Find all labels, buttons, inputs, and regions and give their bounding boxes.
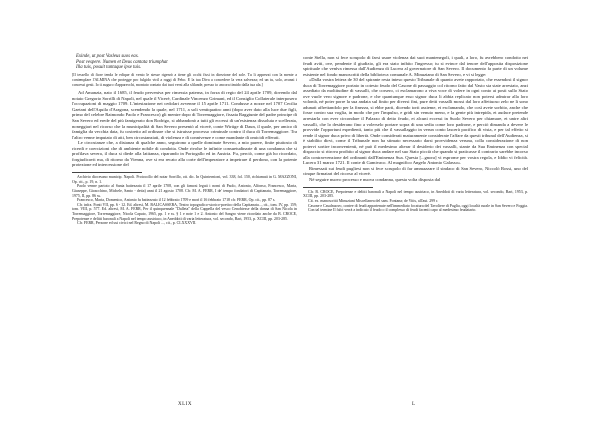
body-paragraph: Né seguire nuovo processo e nuova condanna, questa volta disposta dal (309, 177, 441, 183)
footnote: Cfr. infra. Fonti VII, pp. 6 - 12. Ed. altresì, M. BALICASSERA, Teatro topografico-storico-poetico della Capitanata..., cit., tom. IV, pp. 159; tom. VIII, p. 577. Ed. altresì, M. A. FERR, Per il quinquennale "Dalleta" della Cappella del vesco Cenobiesse della donna di San Nicola in Torremaggiore, Torremaggiore, Nicola Caputo, 1965, pp. 1 e ss. § 1 e note 1 e 2. Antonio del Sangro viene ricordato anche da B. CROCE, Prepotenze e delitti baronali a Napoli nel tempo austriaco, in Aneddoti di varia letteratura, vol. secondo, Bari, 1953, p. XCIII, pp. 203-285. (72, 202, 297, 221)
quoted-letter: «Dalla vostra lettera de 30 del spirante resta inteso questo Tribunale di quanto avete rapportato, che essendosi il signor duca di Torremaggiore portato in cotesto feudo del Casone di passaggio col ritorno fatto dal Vasto sia state arrestato, anzi assediato da moltitudine di vassalli, che corsero, ci esclamarono a viva voce di volere in ogni conto ai posti sullo Stato ove vuole vero signore e padrone, e che quantunque esso signor duca li abbia replicato non potersi admirar alla loro volontà, né poter porre la sua andata sul finito per diversi fini, pure detti vassalli mossi dal loro affettuoso zelo ne li sono adunati affrettandolo per la finezza, si ebbe parti, dicendo torti assieme, et esclamando, che così avete sorbito, anche che fosse contro sua voglia, in modo che per l'impulso, e gridi sin venuto meno, e la gente più intrepida, et audace pretende arrestarla con ever circondare il Palazzo di detto feudo, et alcuni eccessi in Suolo Severo per chiamare, et unire altri vassalli, che lo desiderano fino a volerselo portare sopra di una sedia come loro padrone, e perciò dimanda a devere le provvide l'opportuni espedienti, tanto più che il vassallaggio in verun conto lascerà pacifico di vista, e per tal effetto si rende il signor duca privo di libertà. Onde considerati maturamente considerate l'affare da questi tribunal dell'Audienza, si è stabilito dirvi, come il Tribunale non ha stimato necessario darsi provvidenza veruna, colla considerazione di non potervi sortire inconvenienti, né può il medesimo alterar il desiderio dei vassalli, stante da Sua Eminenza con special dispaccio si ritrova proibito al signor duca andare nel suo Stato piccià che quando si praticasse il contrario sarebbe incorso alla contravvenzione del ordinanti dall'Eminenza Sua. Questa [...gnora] vi esprome per vostra regola, e Iddio vi felicità. Lucera 31 marzo 1721. Il conte di Gamivaco. Al magnifico Angelo Antonio Galasso». (303, 77, 528, 166)
footnote: Cfr. FERR, Persone ed usi civici nel Regno di Napoli ..., cit., p. CLXXXVII. (77, 221, 197, 226)
body-paragraph: conte Stella, non si fece scrupolo di farsi usare violenza dai suoi mantenegoli, i quali, a loro, fu avrebbero condotto nei feudi aviti, ove, pendente il giudizio, gli era stato inibito l'ingresso; tu si evince dal tenore dell'apposita disposizione spirituale che venìva rimessa dall'Audienza di Lucera al governatore di San Severo. Il documento fa parte di un volume esistente nel fondo manoscritti della biblioteca comunale A. Minuziano di San Severo, e vi si legge: (303, 55, 528, 77)
epigraph-translation: [Il tessello di fiore tenda le edique di vento le stesse rigenrò a tiene gli occhi fissi in direzione del sole. Tu li apprezzi con la mente a contemplare l'ALMINA che protegge pro fulgido viril a raggi di Febo. E la tua Diva a concedere la vera salvezza; ed un tu, solo, avanzi i concessi gesti. Io ti auguro d'apparecchi, montato contato dai tuoi versi alla sfilande, presso io ancora timido dalla tua ala.] (72, 73, 297, 87)
page-number: XLIX (178, 402, 192, 407)
body-paragraph: Ad Amanzia, nato il 1685, il feudo perveniva per rimessia paterna, in forza di regio del 24 aprile 1709, dovendo dal notaio Gregorio Sorrilli di Napoli, nel quale il Vicerè, Cardinale Vincenzo Grimani, ed il Consiglio Collaterale interposero l'occupazioni di maggio 1709. L'intestazione nei cedolari avvenne il 15 aprile 1711. Condusse a nozze nel 1707 Cecilia Gaetani dell'Aquila d'Aragona, scendendo la quale, nel 1711, a soli ventiquattro anni (dopo aver dato alla luce due figli, primo del celebre Raimondo Paolo e Francesco) gli mentre dopo di Torremaggiore, fissata Raggiunte del padre principe di San Severo ed erede del più famigerato don Rodrigo, si abbandonò a tutti gli eccessi di un'esistenza dissoluta e scellerata, noneggiari nel ricorso che la municipalità di San Severo presentò al vicerè, conte Wirtige di Daun, il quale, per amico di famiglia da vecchia data, fu costretto ad ordinare che si istruisse processo criminale contro il duca di Torremaggiore. Tra l'altro venne imputato di atti, ben circostanziati, di violenza e di connivenze e come mandante di omicidi efferati. (72, 90, 297, 140)
footnote-rule (303, 187, 373, 188)
page-number: L (412, 402, 416, 407)
epigraph-line: Exinde, ut post Vasleus suos eas. (76, 54, 139, 59)
body-paragraph: Le circostanze che, a distanza di qualche anno, seguirono a quelle dominate Severo, a mio parere, finite piuttosto di ricerdi e coercizioni che di ambiente nobile di condotta. Onde rivolse le infinite consuetudinarie di una condanna che si profilava severa, il duca si diede alla latitanza, riparando in Portogallo ed in Austria. Fu, perciò, come già ho ricordato, forgiudicavit ma, di ritorno da Vienna, ove si era recato alla corte dell'imperatore a impetrare il perdono, con la potente protezione ed intercessione del (72, 140, 297, 168)
right-page (303, 55, 528, 433)
footnote: Paolo venne partoto al Santa battezzata il 17 aprile 1708, con gli famosi legati i nomi di Paolo, Antonio, Alfonso, Francesco, Maria, Giuseppe, Gioacchino, Michele, Santo - detta) anni il 21 agosto 1708. Cfr. M. A. FERR, I de' tempo fondatori di Capitanata, Torremaggiore, 1975, II, pp. 86 ss. (72, 184, 297, 198)
epigraph (72, 54, 297, 71)
footnote: Casone e Casalnuovo, contee di feudi appartenute nell'immediato focatura del Tavoliere di Puglia, oggi localtà rurale in San Severo e Foggia. (308, 203, 528, 208)
footnote: Cfr. B. CROCE, Prepotenze e delitti baronali a Napoli nel tempo austriaco, in Aneddoti di varia letteratura, vol. secondo, Bari, 1953, p. XCIII, pp. 203-285. (303, 189, 528, 199)
footnote: Francesco, Maria, Domenico, Antonio fu battezzato il 12 febbraio 1709 e morì il 16 febbraio 1718 cfr. FERR, Op. cit., pp. 87 s. (77, 198, 276, 203)
footnote: Cit. ex. manoscritti Minuziani Miscellanea del sam. Fontana; de Vitis, all'aut. 299 r. (308, 198, 439, 203)
epigraph-line: Illa tuis, posuit tantaque ipse tuis. (76, 65, 142, 71)
footnote-rule (72, 172, 142, 173)
epigraph-line: Post vespere. Numen et Deus cantata triumphat (76, 59, 168, 65)
left-page (72, 22, 297, 400)
body-paragraph: Rimessati sui feudi pugliesi non si fece scrupolo di far ammazzare il sindaco di San Severo, Niccolò Rossi, uno del cinque firmatari del ricorso al vicerè. (303, 165, 528, 177)
footnote: Con tal termine Il falci verrà a indicato il feudo o il complesso di feudi facenti capo al medesimo feudatario. (308, 208, 477, 213)
footnote: Archivio diocesano municip. Napoli. Protocollo del notar Sorrillo, ott. dic. In Quinternioni, vol. 338, fol. 150, richiamati in G. MAZZONI, Op. cit., p. 19, n. 1. (72, 174, 297, 184)
